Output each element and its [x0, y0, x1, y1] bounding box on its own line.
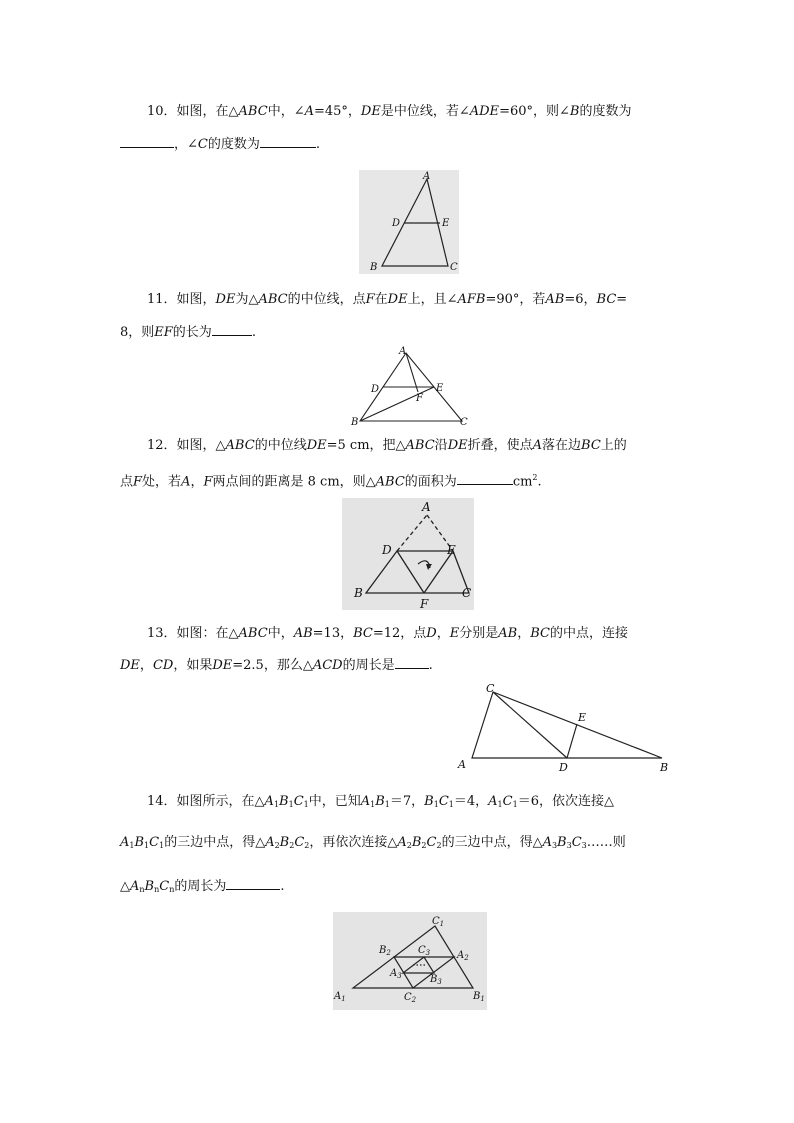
subscript: 2: [421, 841, 427, 850]
subscript: 2: [406, 841, 412, 850]
var: A: [488, 794, 498, 809]
text: 在: [374, 292, 388, 307]
subscript: 1: [497, 800, 503, 809]
q11-number: 11．如图，: [147, 292, 216, 307]
unit-exponent: 2: [532, 473, 538, 482]
text: 中，∠: [267, 104, 305, 119]
text: ，: [517, 626, 531, 641]
text: .: [280, 879, 285, 894]
label-a: A: [399, 346, 407, 357]
var: C: [149, 835, 160, 850]
subscript: 1: [448, 800, 454, 809]
unit: cm: [512, 474, 533, 490]
var-acd: ACD: [312, 658, 343, 673]
text: 上，且∠: [407, 292, 458, 307]
label-b: B: [660, 761, 669, 774]
text: 分别是: [459, 626, 499, 641]
q13-line2: [120, 656, 433, 675]
subscript: 2: [289, 841, 295, 850]
answer-blank[interactable]: [457, 472, 513, 485]
q10-figure: [359, 170, 459, 278]
label-f: F: [420, 597, 429, 610]
text: ＝6，依次连接△: [517, 794, 614, 809]
var-abc: ABC: [238, 626, 268, 641]
var-a: A: [181, 474, 191, 490]
label-e: E: [442, 218, 450, 229]
subscript: n: [154, 885, 160, 894]
label-d: D: [382, 543, 392, 557]
q14-line1: [147, 793, 614, 814]
var: B: [557, 835, 567, 850]
label-e: E: [447, 543, 456, 557]
var-f: F: [365, 292, 375, 307]
text: 的周长是: [342, 658, 395, 673]
label-c3: $C_3$: [418, 945, 431, 957]
text: 上的: [600, 438, 627, 453]
text: 落在边: [542, 438, 582, 453]
label-e: E: [436, 383, 444, 394]
q12-line1: [147, 437, 627, 455]
var: C: [159, 879, 170, 894]
q10-number: 10．如图，在: [147, 104, 229, 119]
var-a: A: [532, 438, 543, 453]
subscript: 1: [303, 800, 309, 809]
text: 沿: [434, 438, 448, 453]
subscript: 2: [274, 841, 280, 850]
label-d: D: [559, 761, 568, 774]
subscript: 2: [304, 841, 310, 850]
label-b3: $B_3$: [430, 974, 442, 986]
text: 是中位线，若∠: [380, 104, 470, 119]
label-b: B: [370, 262, 378, 273]
subscript: 1: [288, 800, 294, 809]
var: B: [144, 879, 155, 894]
answer-blank[interactable]: [120, 135, 174, 148]
var-f: F: [203, 474, 213, 490]
subscript: n: [169, 885, 175, 894]
q14-line3: [120, 877, 285, 899]
text: ＝4，: [453, 794, 489, 809]
var-abc: ABC: [405, 438, 435, 453]
text: ，: [436, 626, 450, 641]
text: 的三边中点，得△: [441, 835, 543, 850]
text: 的中点，连接: [549, 626, 628, 641]
var-de: DE: [306, 438, 327, 453]
label-c: C: [486, 682, 495, 695]
var-abc: ABC: [238, 104, 268, 119]
var: C: [293, 794, 304, 809]
var-f: F: [133, 474, 143, 490]
var-abc: ABC: [225, 438, 255, 453]
text: =: [616, 292, 628, 307]
var: B: [279, 835, 290, 850]
label-e: E: [578, 711, 587, 724]
var: B: [424, 794, 434, 809]
subscript: 1: [384, 800, 390, 809]
var-de: DE: [447, 438, 468, 453]
label-c: C: [450, 262, 458, 273]
text: 的长为: [172, 325, 212, 340]
text: ，如果: [173, 658, 213, 673]
q12-figure: [342, 498, 474, 614]
var-b: B: [569, 104, 580, 119]
var-ab: AB: [545, 292, 565, 307]
subscript: 3: [566, 841, 572, 850]
text: 中，已知: [308, 794, 361, 809]
label-b: B: [351, 417, 359, 428]
q13-figure: [455, 680, 677, 780]
text: 为△: [235, 292, 259, 307]
q14-number: 14．如图所示，在△: [147, 794, 265, 809]
text: 的中位线，点: [287, 292, 366, 307]
label-d: D: [371, 384, 380, 395]
q14-figure: [333, 912, 487, 1014]
var: A: [130, 879, 140, 894]
var: C: [571, 835, 582, 850]
var: A: [360, 794, 371, 809]
label-f: F: [416, 393, 423, 404]
label-c2: $C_2$: [404, 992, 417, 1004]
label-d: D: [392, 218, 401, 229]
text: .: [537, 474, 542, 490]
text: 8，则: [120, 325, 155, 340]
var-e: E: [449, 626, 460, 641]
text: ……则: [586, 835, 626, 850]
answer-blank[interactable]: [395, 656, 429, 669]
text: =45°，: [313, 104, 361, 119]
text: .: [428, 658, 433, 673]
q12-number: 12．如图，△: [147, 438, 226, 453]
text: ，: [190, 474, 204, 490]
label-a: A: [422, 500, 431, 514]
var-bc: BC: [530, 626, 550, 641]
triangle-symbol: △: [120, 879, 130, 894]
text: 的度数为: [207, 137, 260, 152]
var-de: DE: [212, 658, 233, 673]
var: A: [542, 835, 552, 850]
q10-line2: [120, 135, 320, 154]
var: B: [279, 794, 289, 809]
q10-line1: [147, 103, 631, 121]
text: .: [315, 137, 321, 152]
text: 中，: [267, 626, 294, 641]
label-c: C: [460, 417, 468, 428]
var-ab: AB: [498, 626, 518, 641]
var: B: [134, 835, 145, 850]
label-c: C: [462, 586, 472, 600]
text: =5 cm，把△: [326, 438, 406, 453]
var-de: DE: [387, 292, 408, 307]
subscript: 1: [433, 800, 439, 809]
var-ade: ADE: [469, 104, 500, 119]
q11-line2: [120, 323, 256, 342]
var: C: [502, 794, 513, 809]
var-de: DE: [360, 104, 381, 119]
q14-line2: [120, 834, 626, 855]
text: 的周长为: [174, 879, 227, 894]
var: B: [375, 794, 385, 809]
subscript: 1: [144, 841, 150, 850]
subscript: 1: [273, 800, 280, 809]
var-bc: BC: [596, 292, 617, 307]
q13-number: 13．如图：在△: [147, 626, 239, 641]
label-c1: $C_1$: [432, 916, 445, 928]
text: 的度数为: [579, 104, 632, 119]
var-de: DE: [120, 658, 140, 673]
label-b: B: [354, 586, 363, 600]
text: =6，: [564, 292, 597, 307]
text: 点: [120, 474, 134, 490]
label-a3: $A_3$: [390, 968, 402, 980]
text: ，再依次连接△: [309, 835, 398, 850]
q11-line1: [147, 291, 627, 309]
subscript: 1: [512, 800, 518, 809]
q13-line1: [147, 625, 628, 643]
label-a1: $A_1$: [334, 991, 346, 1003]
answer-blank[interactable]: [260, 135, 316, 148]
text: 两点间的距离是 8 cm，则△: [212, 474, 376, 490]
text: 折叠，使点: [467, 438, 533, 453]
var-ef: EF: [154, 325, 173, 340]
var-cd: CD: [152, 658, 174, 673]
var-d: D: [426, 626, 437, 641]
var-bc: BC: [353, 626, 373, 641]
text: .: [251, 325, 256, 340]
subscript: 2: [436, 841, 442, 850]
subscript: 3: [581, 841, 587, 850]
text: =2.5，那么△: [232, 658, 313, 673]
var-a: A: [304, 104, 314, 119]
triangle-symbol: △: [228, 104, 239, 119]
var: C: [426, 835, 437, 850]
subscript: n: [139, 885, 145, 894]
text: =90°，若: [485, 292, 546, 307]
label-a2: $A_2$: [457, 950, 469, 962]
text: =60°，则∠: [499, 104, 570, 119]
subscript: 1: [129, 841, 135, 850]
label-b2: $B_2$: [379, 945, 391, 957]
text: =12，点: [372, 626, 427, 641]
q12-line2: [120, 469, 542, 491]
text: =13，: [312, 626, 354, 641]
subscript: 1: [159, 841, 165, 850]
var: A: [264, 794, 274, 809]
text: ，: [139, 658, 153, 673]
subscript: 1: [370, 800, 376, 809]
label-a: A: [423, 171, 431, 182]
var: A: [120, 835, 130, 850]
var-abc: ABC: [375, 474, 405, 490]
var-bc: BC: [581, 438, 601, 453]
var: C: [294, 835, 305, 850]
text: 处，若: [142, 474, 182, 490]
subscript: 3: [551, 841, 558, 850]
text: ，∠: [174, 137, 198, 152]
label-a: A: [458, 758, 466, 771]
var-de: DE: [215, 292, 236, 307]
answer-blank[interactable]: [212, 323, 252, 336]
label-b1: $B_1$: [473, 991, 485, 1003]
q11-figure: [350, 345, 475, 433]
answer-blank[interactable]: [226, 877, 280, 890]
var: C: [438, 794, 449, 809]
var-afb: AFB: [457, 292, 486, 307]
var-abc: ABC: [258, 292, 288, 307]
var: B: [411, 835, 422, 850]
text: 的面积为: [404, 474, 457, 490]
var: A: [397, 835, 407, 850]
var: A: [265, 835, 275, 850]
text: 的三边中点，得△: [164, 835, 266, 850]
text: ＝7，: [389, 794, 425, 809]
var-c: C: [197, 137, 208, 152]
var-ab: AB: [293, 626, 313, 641]
text: 的中位线: [254, 438, 307, 453]
